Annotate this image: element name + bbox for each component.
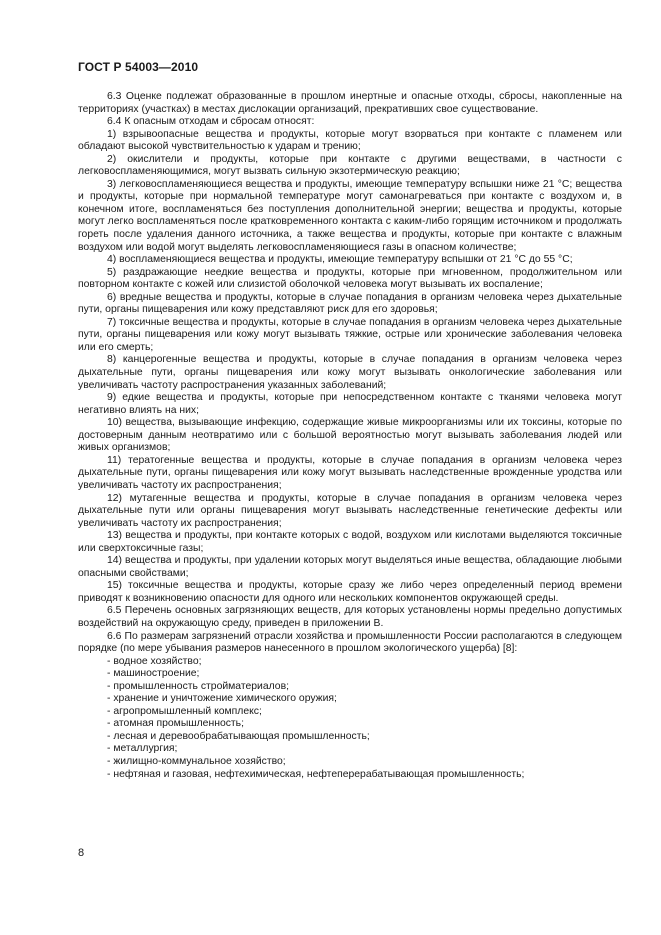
list-item: 12) мутагенные вещества и продукты, которые в случае попадания в организм человека через дыхательные пути или органы пищеварения могут вызывать наследственные генетические дефекты или увеличивать частоту их распространения;	[78, 492, 622, 529]
bullet-item: - агропромышленный комплекс;	[107, 705, 262, 717]
paragraph-6-5: 6.5 Перечень основных загрязняющих веществ, для которых установлены нормы предельно допустимых воздействий на окружающую среду, приведен в приложении В.	[78, 605, 622, 629]
document-body	[78, 91, 622, 781]
bullet-item: - жилищно-коммунальное хозяйство;	[107, 755, 286, 767]
list-item: 8) канцерогенные вещества и продукты, которые в случае попадания в организм человека через дыхательные пути, органы пищеварения или кожу могут вызывать онкологические заболевания или увеличивать частоту распространения указанных заболеваний;	[78, 354, 622, 391]
bullet-item: - хранение и уничтожение химического оружия;	[107, 693, 337, 705]
paragraph-6-4: 6.4 К опасным отходам и сбросам относят:	[107, 116, 315, 128]
list-item: 7) токсичные вещества и продукты, которые в случае попадания в организм человека через дыхательные пути, органы пищеварения или кожу могут вызывать тяжкие, острые или хронические заболевания человека или его смерть;	[78, 316, 622, 353]
paragraph-6-3: 6.3 Оценке подлежат образованные в прошлом инертные и опасные отходы, сбросы, накопленные на территориях (участках) в местах дислокации организаций, прекративших свое существование.	[78, 91, 622, 115]
list-item: 3) легковоспламеняющиеся вещества и продукты, имеющие температуру вспышки ниже 21 °C; вещества и продукты, которые при нормальной температуре могут самонагреваться при контакте с воздухом и, в конечном итоге, воспламеняться без поступления дополнительной энергии; вещества и продукты, которые могут легко воспламеняться после кратковременного контакта с каким-либо горящим источником и продолжать гореть после удаления данного источника, а также вещества и продукты, которые при контакте с влажным воздухом или водой могут выделять легковоспламеняющиеся газы в опасном количестве;	[78, 178, 622, 253]
list-item: 15) токсичные вещества и продукты, которые сразу же либо через определенный период времени приводят к возникновению опасности для одного или нескольких компонентов окружающей среды.	[78, 580, 622, 604]
document-header: ГОСТ Р 54003—2010	[78, 60, 199, 74]
bullet-item: - лесная и деревообрабатывающая промышленность;	[107, 730, 370, 742]
bullet-item: - машиностроение;	[107, 668, 200, 680]
bullet-item: - металлургия;	[107, 743, 178, 755]
list-item: 10) вещества, вызывающие инфекцию, содержащие живые микроорганизмы или их токсины, которые по достоверным данным неотвратимо или с большой вероятностью могут вызывать заболевания людей или живых организмов;	[78, 417, 622, 454]
list-item: 1) взрывоопасные вещества и продукты, которые могут взорваться при контакте с пламенем или обладают высокой чувствительностью к ударам и трению;	[78, 128, 622, 153]
list-item: 13) вещества и продукты, при контакте которых с водой, воздухом или кислотами выделяются токсичные или сверхтоксичные газы;	[78, 530, 622, 554]
list-item: 4) воспламеняющиеся вещества и продукты, имеющие температуру вспышки от 21 °C до 55 °C;	[107, 254, 573, 266]
list-item: 2) окислители и продукты, которые при контакте с другими веществами, в частности с легковоспламеняющимися, могут вызвать сильную экзотермическую реакцию;	[78, 153, 622, 178]
bullet-item: - нефтяная и газовая, нефтехимическая, нефтеперерабатывающая промышленность;	[107, 768, 525, 780]
bullet-item: - атомная промышленность;	[107, 718, 244, 730]
list-item: 14) вещества и продукты, при удалении которых могут выделяться иные вещества, обладающие любыми опасными свойствами;	[78, 555, 622, 579]
bullet-item: - промышленность стройматериалов;	[107, 680, 289, 692]
list-item: 6) вредные вещества и продукты, которые в случае попадания в организм человека через дыхательные пути, органы пищеварения или кожу представляют риск для его здоровья;	[78, 291, 622, 316]
bullet-item: - водное хозяйство;	[107, 655, 202, 667]
list-item: 9) едкие вещества и продукты, которые при непосредственном контакте с тканями человека могут негативно влиять на них;	[78, 392, 622, 416]
list-item: 11) тератогенные вещества и продукты, которые в случае попадания в организм человека через дыхательные пути, органы пищеварения или кожу могут вызывать наследственные врожденные уродства или увеличивать частоту их распространения;	[78, 454, 622, 491]
page-number: 8	[78, 847, 85, 859]
list-item: 5) раздражающие неедкие вещества и продукты, которые при мгновенном, продолжительном или повторном контакте с кожей или слизистой оболочкой человека могут вызывать их воспаление;	[78, 266, 622, 291]
paragraph-6-6: 6.6 По размерам загрязнений отрасли хозяйства и промышленности России располагаются в следующем порядке (по мере убывания размеров нанесенного в прошлом экологического ущерба) [8]:	[78, 630, 622, 655]
